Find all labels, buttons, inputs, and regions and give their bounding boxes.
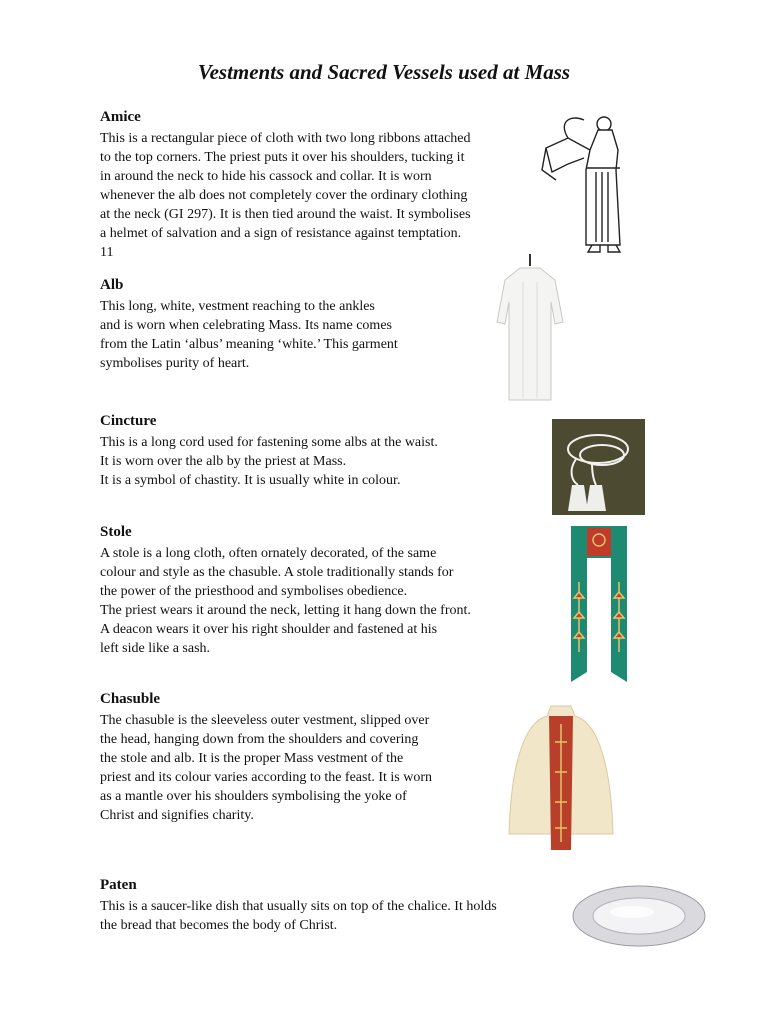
section-heading: Stole	[100, 524, 132, 540]
section-heading: Alb	[100, 277, 124, 293]
alb-photo	[485, 252, 575, 404]
section-heading: Amice	[100, 109, 141, 125]
section-heading: Cincture	[100, 413, 157, 429]
amice-illustration	[538, 110, 638, 255]
cincture-photo	[552, 419, 645, 515]
section-body: This is a rectangular piece of cloth with two long ribbons attached to the top corners. The priest puts it over his shoulders, tucking it in around the neck to hide his cassock and collar. It is worn whenever the alb does not completely cover the ordinary clothing at the neck (GI 297). It is then tied around the waist. It symbolises a helmet of salvation and a sign of resistance against temptation. 11	[100, 131, 471, 260]
section-body: A stole is a long cloth, often ornately decorated, of the same colour and style as the chasuble. A stole traditionally stands for the power of the priesthood and symbolises obedience. The priest wears it around the neck, letting it hang down the front. A deacon wears it over his right shoulder and fastened at his left side like a sash.	[100, 546, 471, 656]
section-body: This is a long cord used for fastening some albs at the waist. It is worn over the alb by the priest at Mass. It is a symbol of chastity. It is usually white in colour.	[100, 435, 438, 488]
section-body: This is a saucer-like dish that usually sits on top of the chalice. It holds the bread that becomes the body of Christ.	[100, 899, 497, 933]
section-stole	[100, 523, 471, 658]
section-body: This long, white, vestment reaching to the ankles and is worn when celebrating Mass. Its name comes from the Latin ‘albus’ meaning ‘white.’ This garment symbolises purity of heart.	[100, 299, 398, 371]
section-paten	[100, 876, 497, 935]
section-heading: Paten	[100, 877, 137, 893]
section-amice	[100, 108, 471, 262]
paten-photo	[570, 880, 708, 952]
stole-photo	[565, 522, 633, 686]
section-cincture	[100, 412, 438, 490]
section-alb	[100, 276, 398, 373]
chasuble-photo	[505, 702, 617, 852]
section-heading: Chasuble	[100, 691, 161, 707]
section-body: The chasuble is the sleeveless outer vestment, slipped over the head, hanging down from the shoulders and covering the stole and alb. It is the proper Mass vestment of the priest and its colour varies according to the feast. It is worn as a mantle over his shoulders symbolising the yoke of Christ and signifies charity.	[100, 713, 433, 823]
page-title: Vestments and Sacred Vessels used at Mass	[197, 60, 571, 84]
section-chasuble	[100, 690, 432, 825]
